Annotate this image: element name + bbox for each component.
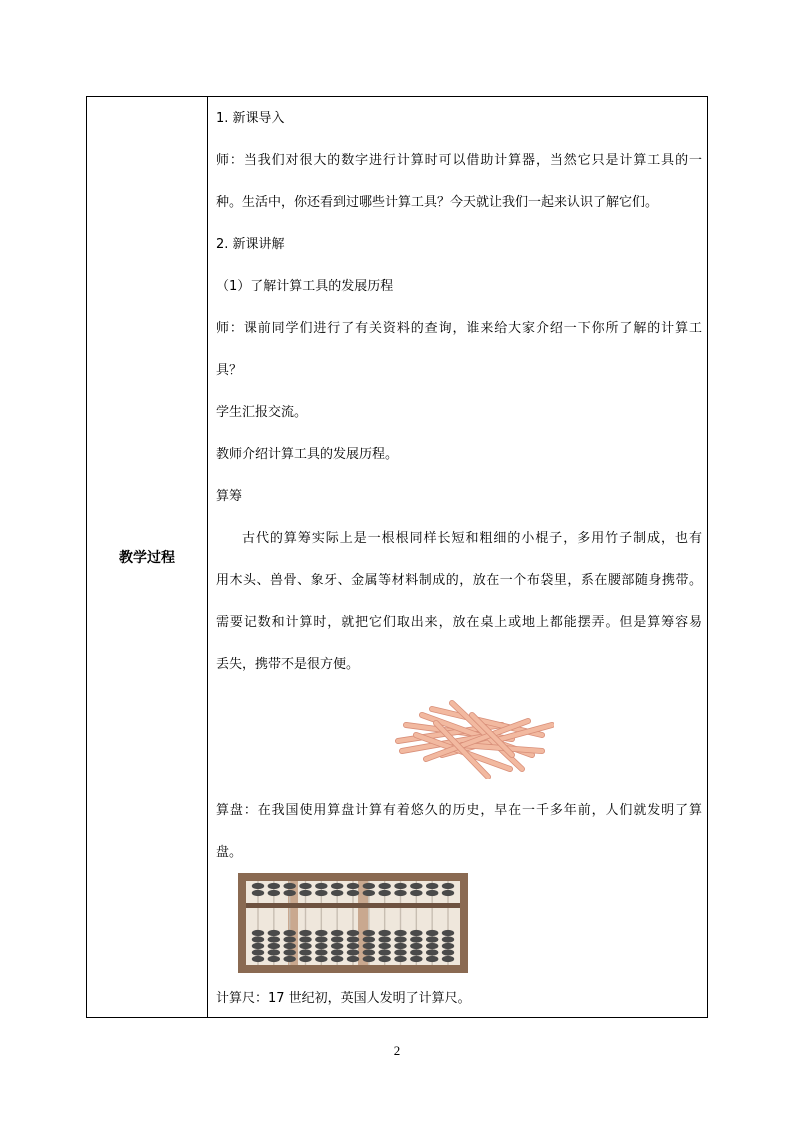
abacus-bead [331, 936, 343, 942]
paragraph-line: 需要记数和计算时，就把它们取出来，放在桌上或地上都能摆弄。但是算筹容易 [216, 615, 702, 630]
abacus-bead [283, 956, 295, 962]
abacus-bead [268, 943, 280, 949]
row-label: 教学过程 [119, 550, 175, 566]
abacus-bead [363, 949, 375, 955]
abacus-bead [394, 949, 406, 955]
abacus-bead [363, 943, 375, 949]
abacus-bead [252, 949, 264, 955]
abacus-bead [442, 936, 454, 942]
abacus-bead [283, 890, 295, 896]
abacus-bead [378, 949, 390, 955]
column-divider [207, 97, 208, 1017]
abacus-bead [394, 956, 406, 962]
paragraph-line: 计算尺：17 世纪初，英国人发明了计算尺。 [216, 991, 471, 1006]
abacus-bead [442, 890, 454, 896]
abacus-bead [442, 930, 454, 936]
abacus-bead [394, 936, 406, 942]
paragraph-line: 盘。 [216, 845, 243, 860]
abacus-beam [246, 903, 460, 908]
abacus-bead [252, 890, 264, 896]
abacus-bead [331, 956, 343, 962]
abacus-bead [378, 930, 390, 936]
abacus-bead [331, 949, 343, 955]
counting-rods-image [392, 695, 554, 779]
section-heading-intro: 1. 新课导入 [216, 111, 285, 126]
abacus-bead [315, 949, 327, 955]
abacus-bead [268, 883, 280, 889]
abacus-bead [426, 949, 438, 955]
abacus-bead [268, 890, 280, 896]
abacus-bead [426, 943, 438, 949]
abacus-bead [347, 930, 359, 936]
abacus-bead [394, 930, 406, 936]
abacus-bead [378, 956, 390, 962]
abacus-bead [394, 890, 406, 896]
paragraph-line: 用木头、兽骨、象牙、金属等材料制成的，放在一个布袋里，系在腰部随身携带。 [216, 573, 702, 588]
abacus-bead [268, 930, 280, 936]
abacus-bead [331, 930, 343, 936]
abacus-bead [410, 883, 422, 889]
abacus-bead [363, 883, 375, 889]
abacus-bead [252, 936, 264, 942]
abacus-bead [426, 936, 438, 942]
abacus-bead [315, 883, 327, 889]
abacus-bead [394, 883, 406, 889]
abacus-bead [442, 956, 454, 962]
row-label-cell [87, 97, 207, 1017]
subsection-heading: （1）了解计算工具的发展历程 [216, 279, 394, 294]
paragraph-line: 丢失，携带不是很方便。 [216, 657, 360, 672]
section-heading-new-lesson: 2. 新课讲解 [216, 237, 285, 252]
paragraph-line: 古代的算筹实际上是一根根同样长短和粗细的小棍子，多用竹子制成，也有 [242, 531, 702, 546]
abacus-frame-top [238, 873, 468, 881]
abacus-bead [442, 883, 454, 889]
abacus-bead [283, 943, 295, 949]
abacus-bead [363, 956, 375, 962]
abacus-bead [347, 943, 359, 949]
paragraph-line: 种。生活中，你还看到过哪些计算工具？今天就让我们一起来认识了解它们。 [216, 195, 659, 210]
abacus-bead [426, 956, 438, 962]
abacus-bead [410, 890, 422, 896]
paragraph-line: 具？ [216, 363, 243, 378]
abacus-bead [299, 956, 311, 962]
paragraph-line: 教师介绍计算工具的发展历程。 [216, 447, 399, 462]
abacus-bead [331, 890, 343, 896]
abacus-bead [252, 930, 264, 936]
abacus-bead [315, 930, 327, 936]
abacus-bead [426, 890, 438, 896]
page-number: 2 [393, 1043, 401, 1058]
abacus-bead [268, 949, 280, 955]
abacus-bead [347, 890, 359, 896]
abacus-bead [268, 956, 280, 962]
abacus-bead [442, 943, 454, 949]
abacus-bead [410, 956, 422, 962]
abacus-bead [378, 943, 390, 949]
abacus-bead [315, 956, 327, 962]
abacus-bead [315, 890, 327, 896]
abacus-bead [442, 949, 454, 955]
abacus-bead [363, 936, 375, 942]
abacus-bead [283, 936, 295, 942]
abacus-bead [299, 949, 311, 955]
abacus-bead [268, 936, 280, 942]
abacus-frame-bottom [238, 965, 468, 973]
abacus-bead [315, 943, 327, 949]
abacus-bead [299, 930, 311, 936]
abacus-bead [252, 956, 264, 962]
abacus-bead [378, 883, 390, 889]
abacus-bead [378, 890, 390, 896]
paragraph-line: 学生汇报交流。 [216, 405, 308, 420]
abacus-bead [347, 883, 359, 889]
abacus-bead [331, 883, 343, 889]
lesson-table [86, 96, 708, 1018]
paragraph-line: 师：课前同学们进行了有关资料的查询，谁来给大家介绍一下你所了解的计算工 [216, 321, 702, 336]
abacus-bead [363, 890, 375, 896]
abacus-bead [410, 930, 422, 936]
abacus-bead [315, 936, 327, 942]
content-cell [216, 97, 702, 1017]
abacus-bead [299, 943, 311, 949]
abacus-bead [347, 949, 359, 955]
paragraph-line: 算盘：在我国使用算盘计算有着悠久的历史，早在一千多年前，人们就发明了算 [216, 803, 702, 818]
abacus-image [238, 873, 468, 973]
abacus-bead [299, 883, 311, 889]
abacus-frame-right [460, 873, 468, 973]
abacus-bead [426, 883, 438, 889]
abacus-bead [252, 883, 264, 889]
abacus-bead [283, 930, 295, 936]
abacus-bead [283, 883, 295, 889]
abacus-bead [426, 930, 438, 936]
abacus-frame-left [238, 873, 246, 973]
abacus-bead [394, 943, 406, 949]
abacus-bead [299, 936, 311, 942]
topic-heading-counting-rods: 算筹 [216, 489, 243, 504]
abacus-bead [363, 930, 375, 936]
abacus-bead [347, 936, 359, 942]
abacus-bead [331, 943, 343, 949]
paragraph-line: 师：当我们对很大的数字进行计算时可以借助计算器，当然它只是计算工具的一 [216, 153, 702, 168]
abacus-bead [410, 943, 422, 949]
abacus-bead [347, 956, 359, 962]
abacus-bead [378, 936, 390, 942]
abacus-bead [410, 936, 422, 942]
abacus-bead [252, 943, 264, 949]
abacus-bead [410, 949, 422, 955]
abacus-bead [283, 949, 295, 955]
abacus-bead [299, 890, 311, 896]
